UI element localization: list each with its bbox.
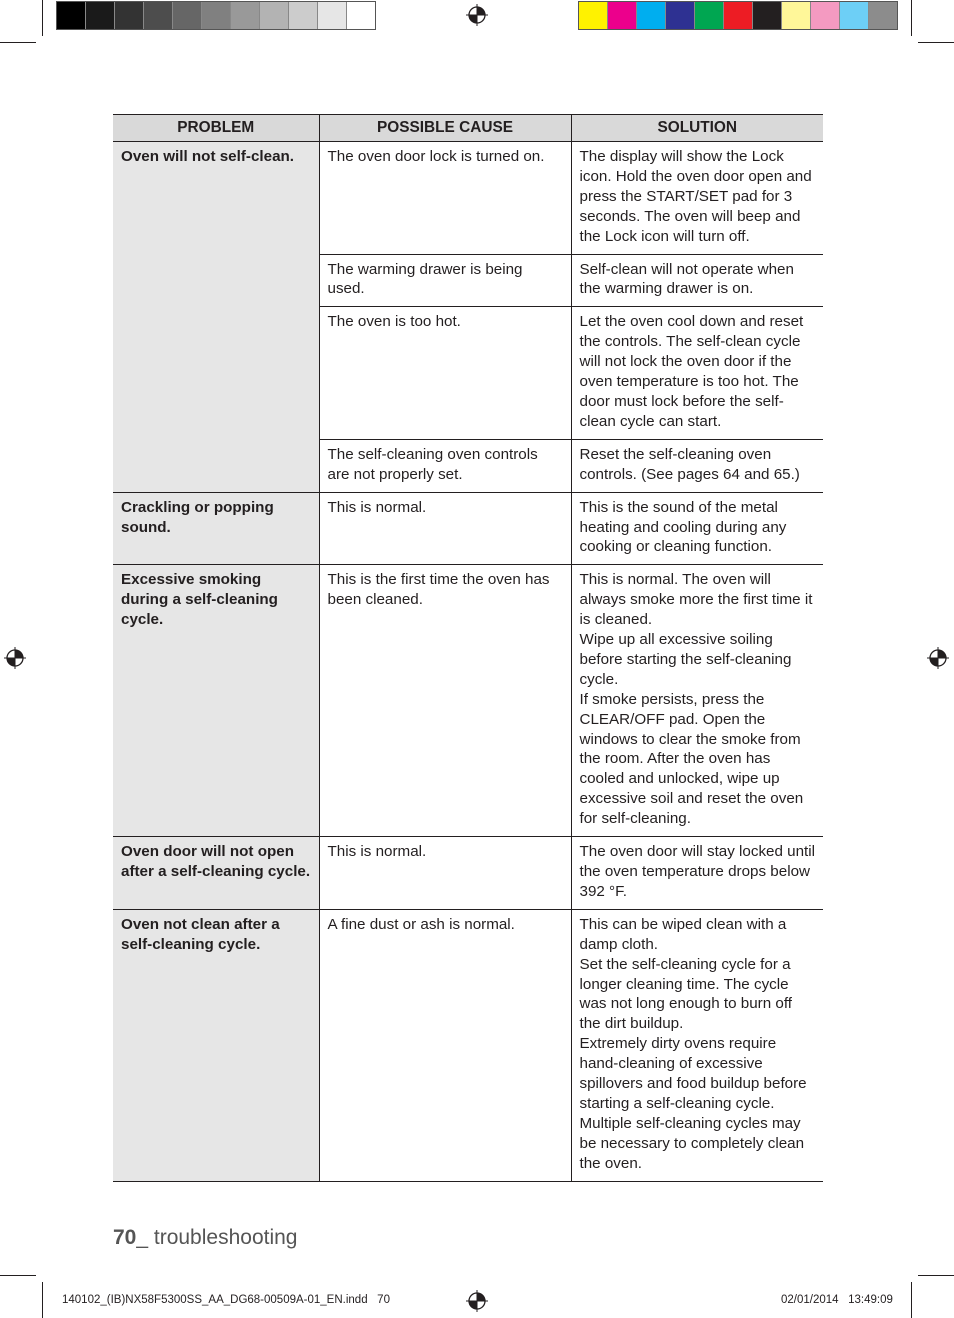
crop-mark [0, 42, 36, 43]
cause-cell: The oven is too hot. [319, 307, 571, 439]
registration-mark-icon [927, 647, 949, 669]
solution-paragraph: This is normal. The oven will always smoke more the first time it is cleaned. [579, 571, 813, 629]
crop-mark [911, 0, 912, 36]
gray-swatch [144, 2, 173, 29]
solution-cell [571, 565, 823, 837]
solution-paragraph: Extremely dirty ovens require hand-cleaning of excessive spillovers and food buildup before starting a self-cleaning cycle. Multiple self-cleaning cycles may be necessary to completely clean the oven. [579, 1035, 807, 1172]
print-slug-filename: 140102_(IB)NX58F5300SS_AA_DG68-00509A-01_EN.indd 70 [62, 1294, 390, 1306]
solution-cell [571, 142, 823, 255]
crop-mark [918, 42, 954, 43]
gray-swatch [202, 2, 231, 29]
page-number: 70 [113, 1226, 137, 1249]
solution-cell [571, 439, 823, 492]
cause-cell: This is normal. [319, 837, 571, 910]
solution-paragraph: This can be wiped clean with a damp cloth. [579, 915, 787, 953]
solution-cell [571, 492, 823, 565]
cause-cell: A fine dust or ash is normal. [319, 909, 571, 1181]
gray-swatch [347, 2, 375, 29]
crop-mark [42, 0, 43, 36]
color-swatch [666, 2, 695, 29]
registration-mark-icon [4, 647, 26, 669]
column-header-solution: SOLUTION [571, 115, 823, 142]
problem-cell: Excessive smoking during a self-cleaning cycle. [113, 565, 319, 837]
gray-swatch [318, 2, 347, 29]
color-swatch [753, 2, 782, 29]
registration-mark-icon [466, 1290, 488, 1312]
table-row [113, 565, 823, 837]
color-swatch [811, 2, 840, 29]
crop-mark [918, 1275, 954, 1276]
gray-swatch [86, 2, 115, 29]
table-row [113, 492, 823, 565]
color-swatch [608, 2, 637, 29]
problem-cell: Oven not clean after a self-cleaning cycle. [113, 909, 319, 1181]
color-swatch [869, 2, 897, 29]
solution-paragraph: This is the sound of the metal heating and cooling during any cooking or cleaning function. [579, 498, 787, 556]
solution-paragraph: The display will show the Lock icon. Hold the oven door open and press the START/SET pad for 3 seconds. The oven will beep and the Lock icon will turn off. [579, 148, 812, 245]
table-row [113, 909, 823, 1181]
color-swatch [782, 2, 811, 29]
color-swatch [840, 2, 869, 29]
gray-swatch [231, 2, 260, 29]
cause-cell: The oven door lock is turned on. [319, 142, 571, 255]
gray-swatch [260, 2, 289, 29]
color-swatch [695, 2, 724, 29]
solution-paragraph: If smoke persists, press the CLEAR/OFF pad. Open the windows to clear the smoke from the room. After the oven has cooled and unlocked, wipe up excessive soil and reset the oven for self-cleaning. [579, 690, 804, 828]
table-row [113, 142, 823, 255]
gray-swatch [57, 2, 86, 29]
cause-cell: The warming drawer is being used. [319, 254, 571, 307]
crop-mark [911, 1282, 912, 1318]
print-slug-datetime: 02/01/2014 13:49:09 [781, 1294, 893, 1306]
solution-cell [571, 909, 823, 1181]
solution-paragraph: Set the self-cleaning cycle for a longer cleaning time. The cycle was not long enough to burn off the dirt buildup. [579, 955, 793, 1033]
registration-mark-icon [466, 4, 488, 26]
color-swatch [637, 2, 666, 29]
problem-cell: Crackling or popping sound. [113, 492, 319, 565]
gray-swatch [289, 2, 318, 29]
gray-swatch [173, 2, 202, 29]
solution-paragraph: Reset the self-cleaning oven controls. (See pages 64 and 65.) [579, 445, 800, 483]
cause-cell: This is normal. [319, 492, 571, 565]
grayscale-color-bar [56, 1, 376, 30]
problem-cell: Oven door will not open after a self-cleaning cycle. [113, 837, 319, 910]
crop-mark [0, 1275, 36, 1276]
column-header-problem: PROBLEM [113, 115, 319, 142]
solution-paragraph: Let the oven cool down and reset the controls. The self-clean cycle will not lock the oven door if the oven temperature is too hot. The door must lock before the self-clean cycle can start. [579, 313, 804, 430]
page-footer [113, 1226, 297, 1250]
cause-cell: The self-cleaning oven controls are not properly set. [319, 439, 571, 492]
table-header-row [113, 115, 823, 142]
solution-paragraph: The oven door will stay locked until the oven temperature drops below 392 °F. [579, 843, 816, 900]
solution-cell [571, 254, 823, 307]
solution-paragraph: Self-clean will not operate when the warming drawer is on. [579, 260, 794, 298]
solution-paragraph: Wipe up all excessive soiling before starting the self-cleaning cycle. [579, 631, 792, 688]
table-row [113, 837, 823, 910]
process-color-bar [578, 1, 898, 30]
color-swatch [579, 2, 608, 29]
color-swatch [724, 2, 753, 29]
problem-cell: Oven will not self-clean. [113, 142, 319, 493]
gray-swatch [115, 2, 144, 29]
solution-cell [571, 307, 823, 439]
column-header-possible-cause: POSSIBLE CAUSE [319, 115, 571, 142]
troubleshooting-table [113, 114, 823, 1182]
crop-mark [42, 1282, 43, 1318]
section-name: _ troubleshooting [136, 1226, 298, 1249]
cause-cell: This is the first time the oven has been cleaned. [319, 565, 571, 837]
solution-cell [571, 837, 823, 910]
